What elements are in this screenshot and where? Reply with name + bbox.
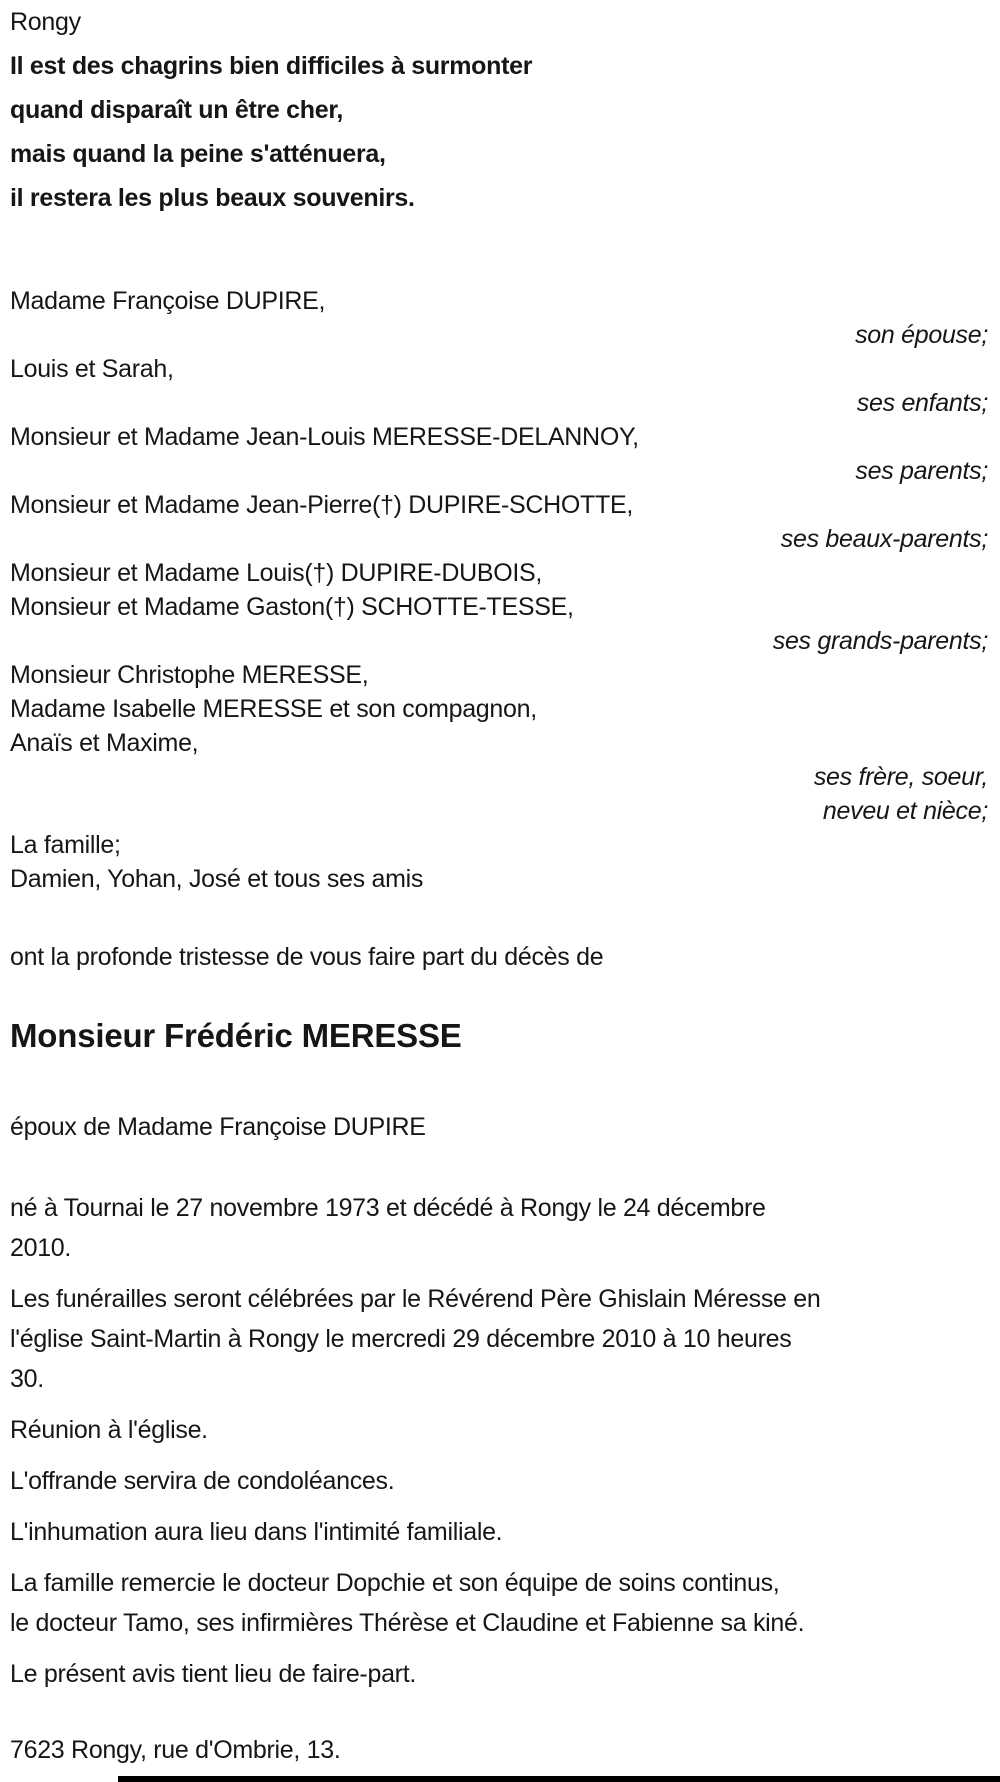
relationship-label: ses grands-parents; xyxy=(772,627,988,655)
poem-line: Il est des chagrins bien difficiles à surmonter xyxy=(10,52,533,80)
relationship-label: ses parents; xyxy=(855,457,988,485)
paragraph-line: L'offrande servira de condoléances. xyxy=(10,1467,395,1495)
poem-line: il restera les plus beaux souvenirs. xyxy=(10,184,415,212)
paragraph-line: 30. xyxy=(10,1365,44,1393)
relative-name: Anaïs et Maxime, xyxy=(10,729,199,757)
paragraph-line: le docteur Tamo, ses infirmières Thérèse et Claudine et Fabienne sa kiné. xyxy=(10,1609,805,1637)
relative-name: Monsieur et Madame Gaston(†) SCHOTTE-TESSE, xyxy=(10,593,574,621)
relative-name: Monsieur et Madame Louis(†) DUPIRE-DUBOIS, xyxy=(10,559,543,587)
paragraph-meeting xyxy=(10,1410,988,1450)
deceased-name-heading: Monsieur Frédéric MERESSE xyxy=(10,1017,462,1054)
paragraph-burial xyxy=(10,1512,988,1552)
announcement-line: ont la profonde tristesse de vous faire part du décès de xyxy=(10,943,604,971)
paragraph-notice xyxy=(10,1654,988,1694)
relative-name: Monsieur et Madame Jean-Louis MERESSE-DELANNOY, xyxy=(10,423,639,451)
relationship-label: ses beaux-parents; xyxy=(780,525,988,553)
relationship-label: ses frère, soeur, xyxy=(813,763,988,791)
poem-line: quand disparaît un être cher, xyxy=(10,96,344,124)
paragraph-thanks xyxy=(10,1563,988,1643)
funeral-details xyxy=(10,1188,988,1694)
paragraph-line: l'église Saint-Martin à Rongy le mercredi 29 décembre 2010 à 10 heures xyxy=(10,1325,792,1353)
address-line: 7623 Rongy, rue d'Ombrie, 13. xyxy=(10,1736,341,1764)
city-line: Rongy xyxy=(10,8,81,36)
relatives-list xyxy=(10,284,988,896)
paragraph-line: L'inhumation aura lieu dans l'intimité familiale. xyxy=(10,1518,503,1546)
relative-name: Madame Isabelle MERESSE et son compagnon, xyxy=(10,695,537,723)
paragraph-line: Réunion à l'église. xyxy=(10,1416,208,1444)
paragraph-offering xyxy=(10,1461,988,1501)
paragraph-line: né à Tournai le 27 novembre 1973 et décédé à Rongy le 24 décembre xyxy=(10,1194,766,1222)
bottom-black-bar xyxy=(118,1776,1000,1782)
relationship-label: neveu et nièce; xyxy=(822,797,988,825)
relationship-label: son épouse; xyxy=(855,321,988,349)
relative-name: Damien, Yohan, José et tous ses amis xyxy=(10,865,424,893)
poem-block xyxy=(10,44,988,220)
paragraph-line: La famille remercie le docteur Dopchie et son équipe de soins continus, xyxy=(10,1569,780,1597)
paragraph-birth-death xyxy=(10,1188,988,1268)
spouse-line: époux de Madame Françoise DUPIRE xyxy=(10,1113,426,1141)
paragraph-funeral-service xyxy=(10,1279,988,1399)
relative-name: Monsieur et Madame Jean-Pierre(†) DUPIRE-SCHOTTE, xyxy=(10,491,633,519)
relative-name: Madame Françoise DUPIRE, xyxy=(10,287,326,315)
paragraph-line: 2010. xyxy=(10,1234,72,1262)
relative-name: La famille; xyxy=(10,831,121,859)
paragraph-line: Les funérailles seront célébrées par le Révérend Père Ghislain Méresse en xyxy=(10,1285,821,1313)
paragraph-line: Le présent avis tient lieu de faire-part. xyxy=(10,1660,416,1688)
relative-name: Monsieur Christophe MERESSE, xyxy=(10,661,369,689)
poem-line: mais quand la peine s'atténuera, xyxy=(10,140,386,168)
relative-name: Louis et Sarah, xyxy=(10,355,174,383)
relationship-label: ses enfants; xyxy=(856,389,988,417)
